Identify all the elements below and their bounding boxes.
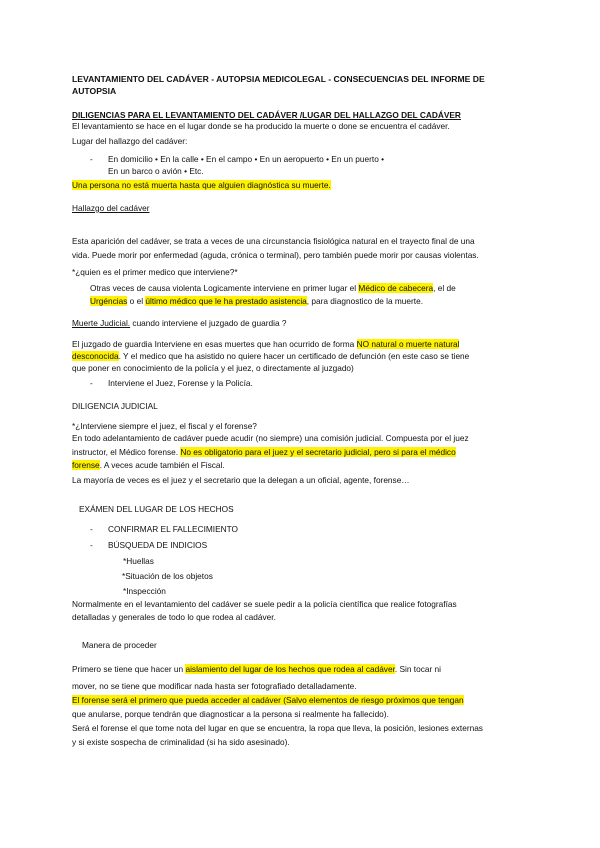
death-diagnosis-note (72, 180, 331, 191)
section-heading-diligencias: DILIGENCIAS PARA EL LEVANTAMIENTO DEL CADÁVER /LUGAR DEL HALLAZGO DEL CADÁVER (72, 110, 461, 120)
examen-text-line-2: detalladas y generales de todo lo que rodea al cadáver. (72, 612, 276, 622)
body-text: . Sin tocar ni (394, 664, 441, 674)
manera-text-line-5: Será el forense el que tome nota del lugar en que se encuentra, la ropa que lleva, la posición, lesiones externas (72, 723, 483, 733)
highlight: Una persona no está muerta hasta que alguien diagnóstica su muerte. (72, 180, 331, 190)
manera-text-line-6: y si existe sospecha de criminalidad (si ha sido asesinado). (72, 737, 290, 747)
places-list-line-2: En un barco o avión • Etc. (108, 166, 204, 176)
body-text: El juzgado de guardia Interviene en esas muertes que han ocurrido de forma (72, 339, 357, 349)
hallazgo-text-line-1: Esta aparición del cadáver, se trata a veces de una circunstancia fisiológica natural en el trayecto final de una (72, 236, 475, 246)
highlight: NO natural o muerte natural (356, 339, 460, 349)
muerte-judicial-text-line-3: que poner en conocimiento de la policía y el juez, o directamente al juzgado) (72, 363, 354, 373)
manera-text-line-1 (72, 664, 441, 675)
diligencia-judicial-text-line-1: En todo adelantamiento de cadáver puede acudir (no siempre) una comisión judicial. Compuesta por el juez (72, 433, 469, 443)
document-title-line-1: LEVANTAMIENTO DEL CADÁVER - AUTOPSIA MEDICOLEGAL - CONSECUENCIAS DEL INFORME DE (72, 74, 485, 84)
indicio-inspeccion: *Inspección (123, 586, 166, 596)
body-text: instructor, el Médico forense. (72, 447, 181, 457)
section-heading-examen: EXÁMEN DEL LUGAR DE LOS HECHOS (79, 504, 234, 514)
highlight: último médico que le ha prestado asistencia (145, 296, 307, 306)
section-heading-diligencia-judicial: DILIGENCIA JUDICIAL (72, 401, 158, 411)
section-heading-muerte-judicial (72, 318, 286, 329)
highlight: desconocida (72, 351, 119, 361)
examen-text-line-1: Normalmente en el levantamiento del cadáver se suele pedir a la policía científica que realice fotografías (72, 599, 457, 609)
diligencia-judicial-text-line-4: La mayoría de veces es el juez y el secretario que la delegan a un oficial, agente, forense… (72, 475, 410, 485)
manera-text-line-2: mover, no se tiene que modificar nada hasta ser fotografiado detalladamente. (72, 681, 357, 691)
diligencia-judicial-text-line-3 (72, 460, 225, 471)
answer-text: o el (127, 296, 146, 306)
highlight: forense (72, 460, 100, 470)
hallazgo-question: *¿quien es el primer medico que interviene?* (72, 267, 238, 277)
heading-underlined: Muerte Judicial. (72, 318, 131, 328)
section-heading-manera: Manera de proceder (82, 640, 157, 650)
answer-text: , el de (433, 283, 456, 293)
highlight: No es obligatorio para el juez y el secretario judicial, pero si para el médico (180, 447, 456, 457)
muerte-judicial-text-line-2 (72, 351, 469, 362)
body-text: . Y el medico que ha asistido no quiere hacer un certificado de defunción (en este caso se tiene (118, 351, 470, 361)
heading-rest: cuando interviene el juzgado de guardia ? (130, 318, 287, 328)
highlight: Médico de cabecera (358, 283, 434, 293)
answer-text: , para diagnostico de la muerte. (306, 296, 424, 306)
bullet-dash: - (90, 540, 93, 550)
body-text: . A veces acude también el Fiscal. (99, 460, 225, 470)
muerte-judicial-text-line-1 (72, 339, 459, 350)
highlight: Urgéncias (90, 296, 128, 306)
manera-text-line-3 (72, 695, 464, 706)
muerte-judicial-bullet: Interviene el Juez, Forense y la Policía. (108, 378, 253, 388)
bullet-dash: - (90, 154, 93, 164)
diligencias-intro: El levantamiento se hace en el lugar donde se ha producido la muerte o done se encuentra el cadáver. (72, 121, 450, 131)
hallazgo-text-line-2: vida. Puede morir por enfermedad (aguda, crónica o terminal), pero también puede morir por causas violentas. (72, 250, 479, 260)
hallazgo-answer-line-2 (90, 296, 423, 307)
examen-bullet-busqueda: BÚSQUEDA DE INDICIOS (108, 540, 208, 550)
document-title-line-2: AUTOPSIA (72, 86, 117, 96)
body-text: Primero se tiene que hacer un (72, 664, 186, 674)
diligencia-judicial-question: *¿Interviene siempre el juez, el fiscal y el forense? (72, 421, 257, 431)
hallazgo-answer-line-1 (90, 283, 456, 294)
diligencia-judicial-text-line-2 (72, 447, 456, 458)
bullet-dash: - (90, 524, 93, 534)
bullet-dash: - (90, 378, 93, 388)
lugar-hallazgo-label: Lugar del hallazgo del cadáver: (72, 136, 188, 146)
examen-bullet-confirmar: CONFIRMAR EL FALLECIMIENTO (108, 524, 239, 534)
indicio-situacion-objetos: *Situación de los objetos (122, 571, 213, 581)
highlight: El forense será el primero que pueda acceder al cadáver (Salvo elementos de riesgo próximos que tengan (72, 695, 464, 705)
answer-text: Otras veces de causa violenta Logicamente interviene en primer lugar el (90, 283, 359, 293)
indicio-huellas: *Huellas (123, 556, 154, 566)
places-list-line-1: En domicilio • En la calle • En el campo • En un aeropuerto • En un puerto • (108, 154, 385, 164)
section-heading-hallazgo: Hallazgo del cadáver (72, 203, 150, 213)
highlight: aislamiento del lugar de los hechos que rodea al cadáver (185, 664, 395, 674)
manera-text-line-4: que anularse, porque tendrán que diagnosticar a la persona si realmente ha fallecido). (72, 709, 389, 719)
